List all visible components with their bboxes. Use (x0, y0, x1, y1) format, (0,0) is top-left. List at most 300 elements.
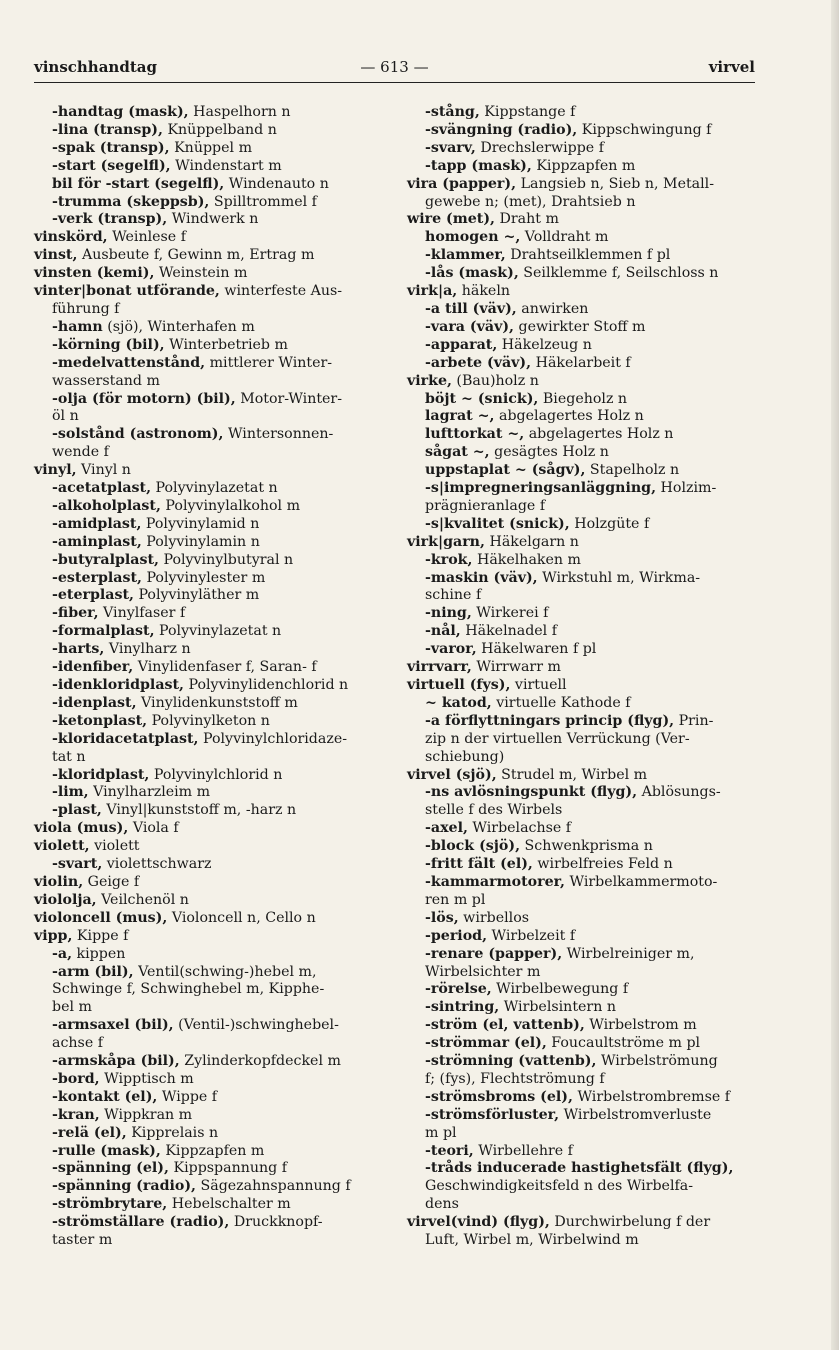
entry-translation: Häkelhaken m (472, 551, 581, 568)
entry-headword: -olja (för motorn) (bil), (52, 390, 236, 407)
dictionary-entry-line (407, 140, 757, 158)
entry-translation: Sägezahnspannung f (196, 1178, 351, 1195)
dictionary-entry-line (407, 874, 757, 892)
entry-headword: vinter|bonat utförande, (34, 283, 220, 300)
entry-translation: Winterbetrieb m (164, 336, 288, 353)
entry-headword: -körning (bil), (52, 336, 165, 353)
entry-headword: -tapp (mask), (425, 157, 532, 174)
dictionary-entry-line (407, 1232, 757, 1250)
entry-translation: Wirbelachse f (467, 820, 572, 837)
dictionary-entry-line (407, 1196, 757, 1214)
dictionary-entry-line (34, 462, 388, 480)
entry-headword: -svängning (radio), (425, 121, 578, 138)
dictionary-entry-line (407, 802, 757, 820)
entry-headword: -period, (425, 927, 488, 944)
entry-headword: -a förflyttningars princip (flyg), (425, 712, 675, 729)
entry-translation: Polyvinylamin n (141, 533, 260, 550)
entry-translation: Geschwindigkeitsfeld n des Wirbelfa- (425, 1178, 693, 1195)
dictionary-entry-line (34, 910, 388, 928)
left-column (34, 104, 388, 1250)
dictionary-entry-line (407, 444, 757, 462)
dictionary-entry-line (407, 391, 757, 409)
dictionary-entry-line (34, 892, 388, 910)
entry-headword: -kran, (52, 1106, 100, 1123)
dictionary-entry-line (407, 946, 757, 964)
dictionary-entry-line (407, 1089, 757, 1107)
entry-headword: -solstånd (astronom), (52, 426, 224, 443)
dictionary-entry-line (407, 731, 757, 749)
entry-headword: bil för -start (segelfl), (52, 175, 225, 192)
entry-headword: virtuell (fys), (407, 677, 511, 693)
right-column (407, 104, 757, 1250)
dictionary-entry-line (34, 999, 388, 1017)
dictionary-entry-line (34, 283, 388, 301)
dictionary-entry-line (407, 104, 757, 122)
dictionary-entry-line (407, 158, 757, 176)
dictionary-entry-line (407, 1178, 757, 1196)
entry-translation: gewirkter Stoff m (513, 318, 646, 335)
entry-translation: Wirbelsintern n (499, 999, 616, 1016)
dictionary-entry-line (34, 874, 388, 892)
entry-translation: Wirrwarr m (471, 659, 561, 676)
dictionary-entry-line (34, 731, 388, 749)
entry-translation: Langsieb n, Sieb n, Metall- (516, 175, 714, 192)
entry-translation: Wipptisch m (99, 1070, 194, 1087)
entry-headword: vinskörd, (34, 229, 108, 246)
dictionary-entry-line (407, 534, 757, 552)
dictionary-entry-line (34, 1035, 388, 1053)
header-right-guideword: virvel (708, 58, 755, 76)
dictionary-entry-line (34, 552, 388, 570)
entry-headword: -renare (papper), (425, 945, 563, 962)
entry-headword: -vara (väv), (425, 318, 514, 335)
entry-translation: Weinlese f (107, 229, 186, 246)
entry-translation: Wirbellehre f (473, 1142, 573, 1159)
entry-translation: Knüppel m (169, 139, 253, 156)
entry-headword: -start (segelfl), (52, 157, 171, 174)
dictionary-entry-line (34, 337, 388, 355)
entry-headword: -hamn (52, 318, 103, 335)
entry-headword: -strömbrytare, (52, 1196, 168, 1213)
dictionary-entry-line (34, 605, 388, 623)
dictionary-entry-line (407, 516, 757, 534)
entry-translation: stelle f des Wirbels (425, 802, 563, 819)
dictionary-entry-line (407, 587, 757, 605)
entry-headword: -maskin (väv), (425, 569, 538, 586)
dictionary-entry-line (407, 659, 757, 677)
dictionary-entry-line (407, 462, 757, 480)
entry-translation: Wirbelstromverluste (559, 1106, 712, 1123)
dictionary-entry-line (407, 247, 757, 265)
entry-headword: -nål, (425, 623, 461, 640)
entry-headword: -handtag (mask), (52, 104, 189, 120)
entry-headword: -lös, (425, 909, 459, 926)
entry-translation: abgelagertes Holz n (494, 408, 644, 425)
dictionary-entry-line (34, 641, 388, 659)
entry-translation: Viola f (128, 820, 179, 837)
entry-translation: violett (89, 838, 140, 855)
entry-headword: viola (mus), (34, 820, 129, 837)
entry-headword: -a till (väv), (425, 300, 517, 317)
entry-translation: Prin- (674, 712, 714, 729)
entry-translation: Schwenkprisma n (520, 838, 653, 855)
dictionary-entry-line (34, 158, 388, 176)
entry-translation: Windwerk n (167, 211, 259, 228)
entry-headword: -verk (transp), (52, 211, 168, 228)
entry-headword: -spak (transp), (52, 139, 170, 156)
entry-headword: violin, (34, 873, 84, 890)
entry-translation: wasserstand m (52, 372, 160, 389)
page-number: — 613 — (360, 58, 429, 76)
entry-headword: -rulle (mask), (52, 1142, 161, 1159)
entry-translation: Geige f (83, 873, 140, 890)
entry-translation: violettschwarz (102, 856, 212, 873)
entry-translation: Häkelnadel f (460, 623, 557, 640)
entry-headword: -strömställare (radio), (52, 1214, 230, 1231)
entry-headword: -sintring, (425, 999, 500, 1016)
dictionary-entry-line (407, 408, 757, 426)
entry-translation: Wirbelstrombremse f (572, 1088, 731, 1105)
entry-translation: Polyvinylidenchlorid n (184, 677, 349, 693)
entry-translation: Seilklemme f, Seilschloss n (518, 265, 719, 282)
entry-translation: schine f (425, 587, 482, 604)
entry-headword: -arbete (väv), (425, 354, 532, 371)
entry-translation: Polyvinyläther m (133, 587, 260, 604)
entry-translation: wende f (52, 444, 109, 461)
dictionary-entry-line (407, 1107, 757, 1125)
entry-translation: Polyvinylester m (141, 569, 266, 586)
dictionary-entry-line (407, 713, 757, 731)
entry-headword: -fiber, (52, 605, 99, 622)
entry-translation: Häkelzeug n (497, 336, 592, 353)
entry-translation: f; (fys), Flechtströmung f (425, 1070, 605, 1087)
dictionary-entry-line (407, 265, 757, 283)
dictionary-entry-line (34, 1071, 388, 1089)
entry-headword: homogen ~, (425, 229, 521, 246)
dictionary-entry-line (34, 176, 388, 194)
dictionary-entry-line (34, 784, 388, 802)
entry-translation: gewebe n; (met), Drahtsieb n (425, 193, 636, 210)
dictionary-entry-line (407, 301, 757, 319)
entry-translation: Polyvinylchloridaze- (198, 730, 348, 747)
entry-translation: Motor-Winter- (235, 390, 343, 407)
entry-translation: Haspelhorn n (188, 104, 291, 120)
entry-translation: (Bau)holz n (451, 372, 539, 389)
entry-translation: Windenstart m (170, 157, 282, 174)
entry-headword: vinsten (kemi), (34, 265, 155, 282)
dictionary-entry-line (407, 480, 757, 498)
dictionary-entry-line (34, 408, 388, 426)
dictionary-entry-line (407, 373, 757, 391)
entry-translation: Wirkstuhl m, Wirkma- (537, 569, 701, 586)
dictionary-entry-line (407, 319, 757, 337)
entry-translation: Wirbelzeit f (487, 927, 576, 944)
entry-translation: Wirbelbewegung f (491, 981, 629, 998)
entry-translation: Kippzapfen m (531, 157, 636, 174)
entry-headword: -idenplast, (52, 694, 137, 711)
entry-headword: -krok, (425, 551, 473, 568)
entry-headword: -ns avlösningspunkt (flyg), (425, 784, 638, 801)
dictionary-entry-line (34, 534, 388, 552)
dictionary-entry-line (407, 677, 757, 695)
entry-translation: Wippkran m (99, 1106, 193, 1123)
entry-translation: Häkelgarn n (484, 533, 579, 550)
dictionary-entry-line (407, 784, 757, 802)
entry-translation: Ventil(schwing-)hebel m, (133, 963, 317, 980)
dictionary-entry-line (407, 176, 757, 194)
entry-headword: sågat ~, (425, 444, 490, 461)
entry-translation: gesägtes Holz n (489, 444, 609, 461)
entry-headword: -formalplast, (52, 623, 155, 640)
entry-headword: vipp, (34, 927, 73, 944)
entry-headword: -amidplast, (52, 515, 142, 532)
dictionary-entry-line (34, 104, 388, 122)
dictionary-entry-line (407, 229, 757, 247)
entry-translation: Luft, Wirbel m, Wirbelwind m (425, 1232, 639, 1249)
dictionary-entry-line (34, 659, 388, 677)
dictionary-entry-line (407, 981, 757, 999)
dictionary-entry-line (407, 1214, 757, 1232)
dictionary-entry-line (407, 426, 757, 444)
entry-translation: Weinstein m (154, 265, 248, 282)
entry-headword: -aminplast, (52, 533, 142, 550)
entry-headword: -fritt fält (el), (425, 856, 533, 873)
page-header (34, 58, 755, 83)
entry-headword: -armsaxel (bil), (52, 1017, 174, 1034)
entry-headword: wire (met), (407, 211, 495, 228)
entry-translation: wirbellos (458, 909, 530, 926)
dictionary-entry-line (34, 229, 388, 247)
dictionary-entry-line (34, 1107, 388, 1125)
entry-translation: (sjö), Winterhafen m (102, 318, 255, 335)
dictionary-entry-line (34, 122, 388, 140)
entry-translation: Kippzapfen m (160, 1142, 265, 1159)
dictionary-entry-line (34, 140, 388, 158)
entry-translation: Stapelholz n (585, 462, 680, 479)
dictionary-entry-line (34, 1196, 388, 1214)
entry-translation: virtuelle Kathode f (491, 694, 631, 711)
entry-headword: -svart, (52, 856, 103, 873)
dictionary-entry-line (407, 194, 757, 212)
entry-translation: Häkelarbeit f (531, 354, 631, 371)
entry-headword: -tråds inducerade hastighetsfält (flyg), (425, 1160, 734, 1177)
dictionary-entry-line (34, 802, 388, 820)
dictionary-entry-line (34, 928, 388, 946)
entry-translation: Vinylidenfaser f, Saran- f (133, 659, 317, 676)
entry-translation: Veilchenöl n (96, 891, 189, 908)
entry-headword: -rörelse, (425, 981, 492, 998)
dictionary-entry-line (34, 247, 388, 265)
entry-headword: -plast, (52, 802, 102, 819)
entry-translation: wirbelfreies Feld n (532, 856, 673, 873)
entry-headword: -ketonplast, (52, 712, 148, 729)
dictionary-entry-line (34, 1178, 388, 1196)
dictionary-entry-line (34, 480, 388, 498)
entry-headword: -eterplast, (52, 587, 134, 604)
dictionary-entry-line (407, 964, 757, 982)
entry-translation: Kipprelais n (126, 1124, 219, 1141)
entry-translation: Wirkerei f (471, 605, 549, 622)
entry-translation: Vinylharz n (104, 641, 191, 658)
dictionary-entry-line (34, 587, 388, 605)
entry-headword: violett, (34, 838, 90, 855)
entry-headword: -alkoholplast, (52, 497, 161, 514)
entry-translation: Violoncell n, Cello n (167, 909, 316, 926)
entry-translation: mittlerer Winter- (205, 354, 333, 371)
entry-headword: -armskåpa (bil), (52, 1053, 180, 1070)
dictionary-entry-line (407, 856, 757, 874)
entry-translation: tat n (52, 748, 86, 765)
dictionary-entry-line (34, 1017, 388, 1035)
entry-headword: -spänning (el), (52, 1160, 169, 1177)
entry-headword: -block (sjö), (425, 838, 521, 855)
dictionary-entry-line (407, 570, 757, 588)
entry-translation: Draht m (495, 211, 559, 228)
entry-translation: Wirbelkammermoto- (564, 873, 718, 890)
dictionary-entry-line (407, 1143, 757, 1161)
dictionary-entry-line (407, 355, 757, 373)
dictionary-entry-line (407, 498, 757, 516)
entry-translation: bel m (52, 999, 92, 1016)
entry-translation: Polyvinylamid n (141, 515, 260, 532)
dictionary-entry-line (34, 981, 388, 999)
dictionary-entry-line (34, 695, 388, 713)
dictionary-entry-line (34, 211, 388, 229)
entry-translation: Holzgüte f (569, 515, 650, 532)
entry-translation: Häkelwaren f pl (476, 641, 597, 658)
entry-translation: Wintersonnen- (223, 426, 334, 443)
entry-translation: Spilltrommel f (209, 193, 317, 210)
entry-headword: -spänning (radio), (52, 1178, 196, 1195)
entry-headword: -ström (el, vattenb), (425, 1017, 585, 1034)
dictionary-entry-line (34, 444, 388, 462)
dictionary-entry-line (407, 695, 757, 713)
entry-translation: Polyvinylketon n (147, 712, 270, 729)
entry-headword: virke, (407, 372, 452, 389)
entry-headword: böjt ~ (snick), (425, 390, 539, 407)
entry-translation: achse f (52, 1035, 103, 1052)
entry-headword: -esterplast, (52, 569, 142, 586)
entry-headword: -bord, (52, 1070, 100, 1087)
dictionary-entry-line (407, 211, 757, 229)
entry-translation: Vinyl|kunststoff m, -harz n (101, 802, 297, 819)
entry-headword: -relä (el), (52, 1124, 127, 1141)
entry-headword: -lim, (52, 784, 89, 801)
entry-translation: Vinylidenkunststoff m (136, 694, 298, 711)
entry-headword: uppstaplat ~ (sågv), (425, 462, 586, 479)
dictionary-entry-line (407, 749, 757, 767)
entry-headword: -strömsförluster, (425, 1106, 560, 1123)
dictionary-entry-line (34, 355, 388, 373)
entry-translation: Holzim- (656, 480, 717, 497)
entry-headword: -arm (bil), (52, 963, 134, 980)
dictionary-entry-line (407, 1125, 757, 1143)
entry-translation: Ablösungs- (637, 784, 721, 801)
entry-headword: -stång, (425, 104, 480, 120)
entry-translation: häkeln (457, 283, 511, 300)
entry-translation: schiebung) (425, 748, 505, 765)
entry-translation: Wirbelströmung (596, 1053, 718, 1070)
entry-headword: -lås (mask), (425, 265, 519, 282)
entry-headword: -butyralplast, (52, 551, 159, 568)
entry-translation: m pl (425, 1124, 457, 1141)
dictionary-entry-line (407, 838, 757, 856)
entry-headword: -idenfiber, (52, 659, 134, 676)
entry-translation: taster m (52, 1232, 113, 1249)
entry-translation: Polyvinylbutyral n (158, 551, 294, 568)
entry-headword: -s|impregneringsanläggning, (425, 480, 657, 497)
entry-headword: -kammarmotorer, (425, 873, 565, 890)
entry-translation: ren m pl (425, 891, 486, 908)
dictionary-entry-line (34, 1089, 388, 1107)
entry-translation: Foucaultströme m pl (546, 1035, 701, 1052)
dictionary-entry-line (407, 1160, 757, 1178)
entry-headword: vinst, (34, 247, 78, 264)
entry-headword: lagrat ~, (425, 408, 495, 425)
entry-translation: Biegeholz n (538, 390, 628, 407)
entry-translation: Wirbelstrom m (584, 1017, 697, 1034)
entry-translation: Wippe f (157, 1088, 218, 1105)
entry-translation: Vinyl n (76, 462, 131, 479)
dictionary-entry-line (407, 1035, 757, 1053)
entry-translation: Drechslerwippe f (475, 139, 604, 156)
entry-translation: Polyvinylalkohol m (160, 497, 301, 514)
entry-translation: Kippstange f (479, 104, 576, 120)
entry-headword: -axel, (425, 820, 468, 837)
entry-headword: vira (papper), (407, 175, 517, 192)
entry-translation: Drahtseilklemmen f pl (505, 247, 671, 264)
entry-translation: Hebelschalter m (167, 1196, 291, 1213)
entry-headword: -kloridplast, (52, 766, 150, 783)
dictionary-entry-line (407, 605, 757, 623)
entry-translation: öl n (52, 408, 79, 425)
header-left-guideword: vinschhandtag (34, 58, 157, 76)
entry-translation: Kippspannung f (168, 1160, 287, 1177)
entry-translation: Zylinderkopfdeckel m (179, 1053, 341, 1070)
entry-headword: -klammer, (425, 247, 506, 264)
dictionary-entry-line (407, 910, 757, 928)
entry-translation: Druckknopf- (229, 1214, 323, 1231)
entry-headword: -strömsbroms (el), (425, 1088, 573, 1105)
dictionary-entry-line (34, 623, 388, 641)
entry-headword: -teori, (425, 1142, 474, 1159)
dictionary-entry-line (407, 623, 757, 641)
entry-translation: abgelagertes Holz n (524, 426, 674, 443)
entry-translation: (Ventil-)schwinghebel- (173, 1017, 339, 1034)
entry-translation: Vinylharzleim m (88, 784, 211, 801)
dictionary-entry-line (34, 391, 388, 409)
dictionary-entry-line (407, 767, 757, 785)
entry-translation: Vinylfaser f (98, 605, 186, 622)
entry-translation: zip n der virtuellen Verrückung (Ver- (425, 730, 690, 747)
dictionary-entry-line (407, 820, 757, 838)
dictionary-entry-line (34, 677, 388, 695)
entry-headword: -acetatplast, (52, 480, 152, 497)
dictionary-entry-line (34, 319, 388, 337)
page-edge-shadow (831, 0, 839, 1350)
dictionary-entry-line (34, 516, 388, 534)
entry-headword: -lina (transp), (52, 121, 163, 138)
entry-headword: -kloridacetatplast, (52, 730, 199, 747)
entry-headword: -varor, (425, 641, 477, 658)
entry-translation: dens (425, 1196, 459, 1213)
dictionary-entry-line (34, 1143, 388, 1161)
entry-translation: Polyvinylchlorid n (149, 766, 283, 783)
dictionary-entry-line (34, 1214, 388, 1232)
entry-translation: Wirbelsichter m (425, 963, 541, 980)
entry-translation: Schwinge f, Schwinghebel m, Kipphe- (52, 981, 325, 998)
dictionary-entry-line (34, 1125, 388, 1143)
